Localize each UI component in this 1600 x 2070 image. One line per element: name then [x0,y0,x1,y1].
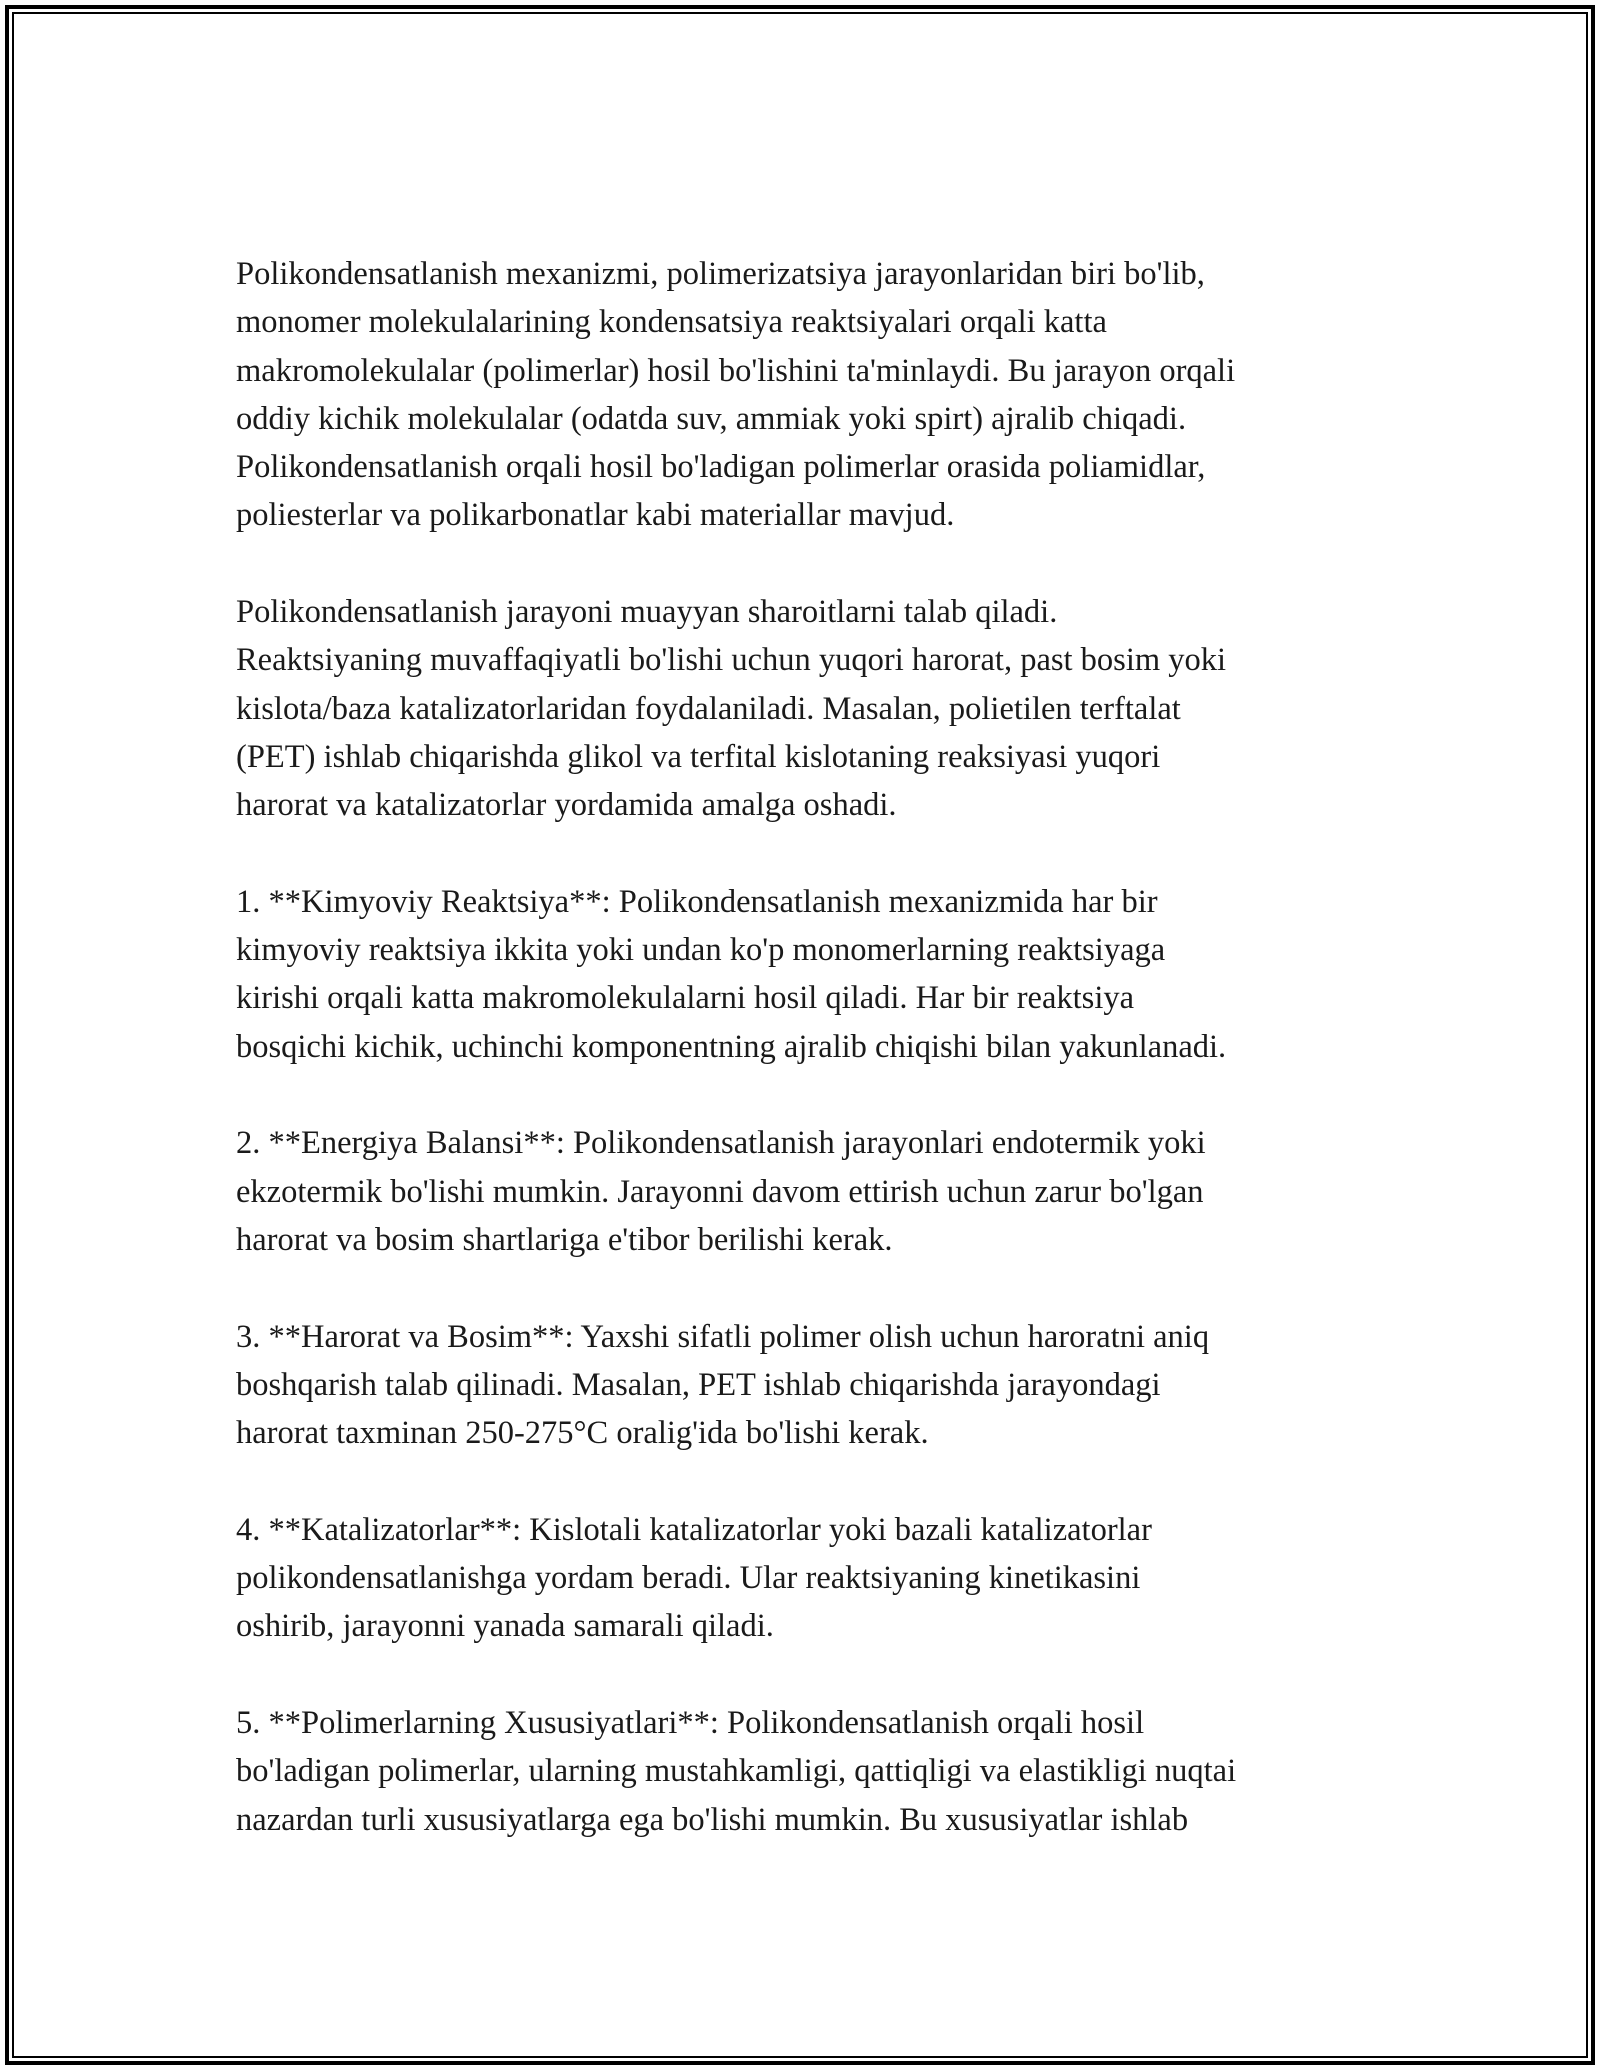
text-line: 3. **Harorat va Bosim**: Yaxshi sifatli polimer olish uchun haroratni aniq [236,1318,1210,1355]
list-item-2 [236,1119,1376,1264]
text-line: Polikondensatlanish orqali hosil bo'ladigan polimerlar orasida poliamidlar, [236,449,1206,486]
text-line: 2. **Energiya Balansi**: Polikondensatlanish jarayonlari endotermik yoki [236,1125,1206,1162]
text-line: poliesterlar va polikarbonatlar kabi materiallar mavjud. [236,497,955,534]
text-line: kimyoviy reaktsiya ikkita yoki undan ko'p monomerlarning reaktsiyaga [236,932,1166,969]
text-line: oddiy kichik molekulalar (odatda suv, ammiak yoki spirt) ajralib chiqadi. [236,400,1187,437]
text-line: harorat taxminan 250-275°C oralig'ida bo'lishi kerak. [236,1415,929,1452]
list-item-1 [236,878,1376,1071]
document-body [236,250,1376,1892]
paragraph-intro [236,250,1376,540]
text-line: monomer molekulalarining kondensatsiya reaktsiyalari orqali katta [236,304,1107,341]
text-line: 5. **Polimerlarning Xususiyatlari**: Polikondensatlanish orqali hosil [236,1704,1145,1741]
list-item-3 [236,1313,1376,1458]
text-line: Reaktsiyaning muvaffaqiyatli bo'lishi uchun yuqori harorat, past bosim yoki [236,642,1227,679]
text-line: bo'ladigan polimerlar, ularning mustahkamligi, qattiqligi va elastikligi nuqtai [236,1753,1237,1790]
text-line: 4. **Katalizatorlar**: Kislotali katalizatorlar yoki bazali katalizatorlar [236,1511,1152,1548]
text-line: harorat va katalizatorlar yordamida amalga oshadi. [236,787,897,824]
text-line: kislota/baza katalizatorlaridan foydalaniladi. Masalan, polietilen terftalat [236,690,1181,727]
list-item-4 [236,1506,1376,1651]
text-line: (PET) ishlab chiqarishda glikol va terfital kislotaning reaksiyasi yuqori [236,738,1161,775]
text-line: boshqarish talab qilinadi. Masalan, PET ishlab chiqarishda jarayondagi [236,1366,1161,1403]
text-line: kirishi orqali katta makromolekulalarni hosil qiladi. Har bir reaktsiya [236,980,1135,1017]
text-line: oshirib, jarayonni yanada samarali qiladi. [236,1608,774,1645]
text-line: harorat va bosim shartlariga e'tibor berilishi kerak. [236,1221,893,1258]
text-line: 1. **Kimyoviy Reaktsiya**: Polikondensatlanish mexanizmida har bir [236,883,1158,920]
paragraph-conditions [236,588,1376,829]
text-line: nazardan turli xususiyatlarga ega bo'lishi mumkin. Bu xususiyatlar ishlab [236,1801,1189,1838]
text-line: polikondensatlanishga yordam beradi. Ular reaktsiyaning kinetikasini [236,1560,1141,1597]
text-line: Polikondensatlanish jarayoni muayyan sharoitlarni talab qiladi. [236,594,1058,631]
text-line: makromolekulalar (polimerlar) hosil bo'lishini ta'minlaydi. Bu jarayon orqali [236,352,1236,389]
list-item-5 [236,1699,1376,1844]
text-line: ekzotermik bo'lishi mumkin. Jarayonni davom ettirish uchun zarur bo'lgan [236,1173,1204,1210]
text-line: bosqichi kichik, uchinchi komponentning ajralib chiqishi bilan yakunlanadi. [236,1028,1227,1065]
text-line: Polikondensatlanish mexanizmi, polimerizatsiya jarayonlaridan biri bo'lib, [236,256,1205,292]
